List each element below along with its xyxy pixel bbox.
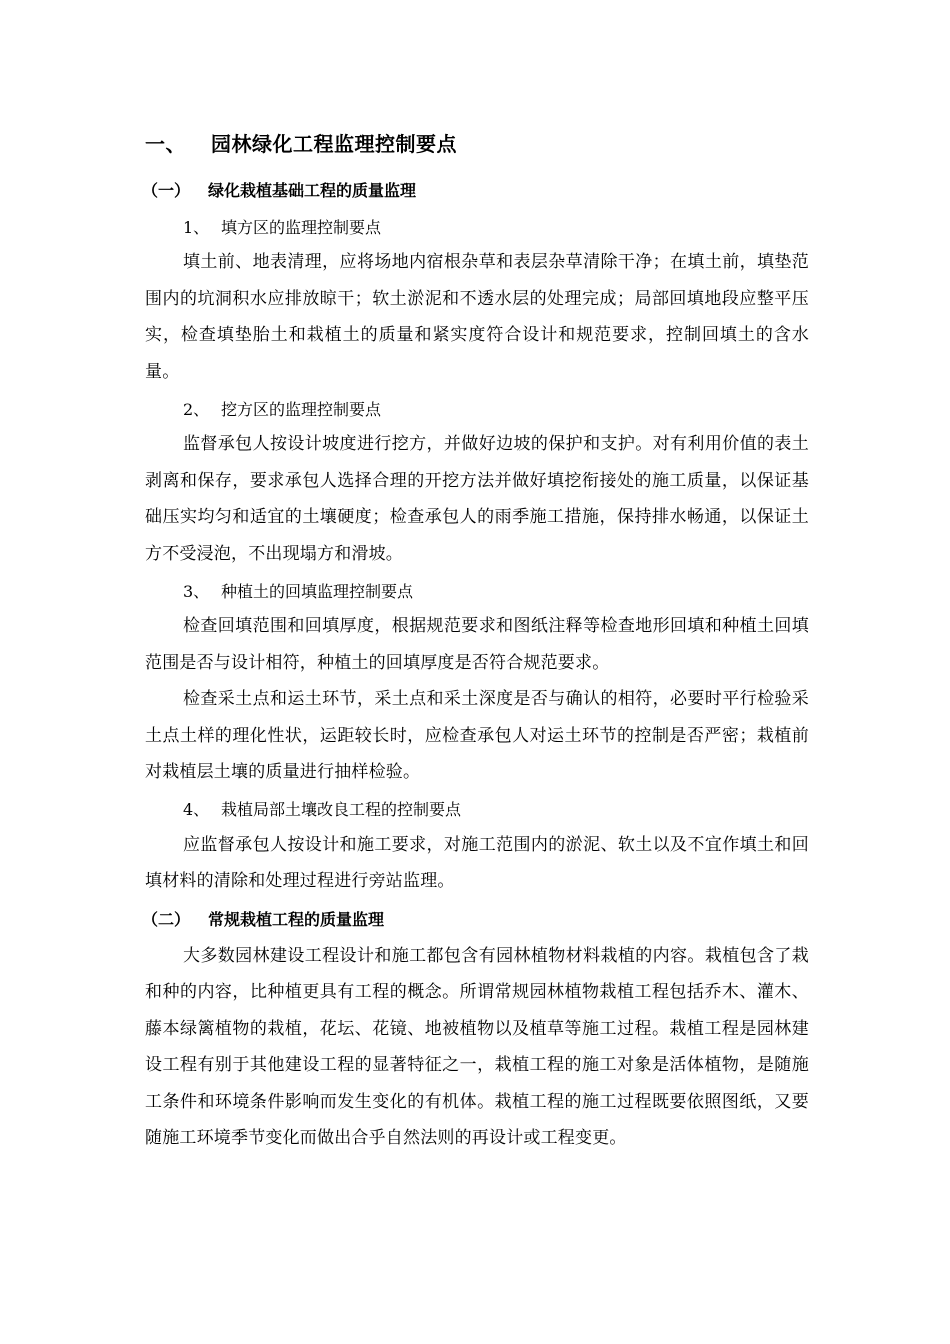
chapter-heading xyxy=(145,120,809,164)
section-number: （二） xyxy=(142,910,191,929)
paragraph: 检查回填范围和回填厚度，根据规范要求和图纸注释等检查地形回填和种植土回填范围是否与设计相符，种植土的回填厚度是否符合规范要求。 xyxy=(145,616,809,673)
subsection-heading-1 xyxy=(145,208,809,244)
section-title: 绿化栽植基础工程的质量监理 xyxy=(208,180,417,200)
paragraph: 大多数园林建设工程设计和施工都包含有园林植物材料栽植的内容。栽植包含了栽和种的内容，比种植更具有工程的概念。所谓常规园林植物栽植工程包括乔木、灌木、藤本绿篱植物的栽植，花坛、花镜、地被植物以及植草等施工过程。栽植工程是园林建设工程有别于其他建设工程的显著特征之一，栽植工程的施工对象是活体植物，是随施工条件和环境条件影响而发生变化的有机体。栽植工程的施工过程既要依照图纸，又要随施工环境季节变化而做出合乎自然法则的再设计或工程变更。 xyxy=(145,945,809,1148)
paragraph: 检查采土点和运土环节，采土点和采土深度是否与确认的相符，必要时平行检验采土点土样的理化性状，运距较长时，应检查承包人对运土环节的控制是否严密；栽植前对栽植层土壤的质量进行抽样检验。 xyxy=(145,689,809,782)
paragraph: 应监督承包人按设计和施工要求，对施工范围内的淤泥、软土以及不宜作填土和回填材料的清除和处理过程进行旁站监理。 xyxy=(145,834,809,891)
subsection-number: 4、 xyxy=(183,800,210,819)
paragraph: 填土前、地表清理，应将场地内宿根杂草和表层杂草清除干净；在填土前，填垫范围内的坑洞积水应排放晾干；软土淤泥和不透水层的处理完成；局部回填地段应整平压实，检查填垫胎土和栽植土的质量和紧实度符合设计和规范要求，控制回填土的含水量。 xyxy=(145,252,809,382)
chapter-number: 一、 xyxy=(145,131,186,156)
subsection-heading-2 xyxy=(145,390,809,426)
document-body xyxy=(142,120,809,1157)
chapter-title: 园林绿化工程监理控制要点 xyxy=(211,131,457,156)
subsection-number: 3、 xyxy=(183,581,210,601)
section-number: （一） xyxy=(142,180,191,200)
paragraph: 监督承包人按设计坡度进行挖方，并做好边坡的保护和支护。对有利用价值的表土剥离和保存，要求承包人选择合理的开挖方法并做好填挖衔接处的施工质量，以保证基础压实均匀和适宜的土壤硬度；检查承包人的雨季施工措施，保持排水畅通，以保证土方不受浸泡，不出现塌方和滑坡。 xyxy=(145,434,809,564)
subsection-title: 挖方区的监理控制要点 xyxy=(221,399,382,419)
subsection-heading-4 xyxy=(145,791,809,827)
subsection-number: 1、 xyxy=(183,217,210,237)
section-heading-1 xyxy=(142,170,809,208)
subsection-heading-3 xyxy=(145,572,809,608)
section-heading-2 xyxy=(142,900,809,938)
subsection-title: 填方区的监理控制要点 xyxy=(221,217,382,237)
subsection-title: 栽植局部土壤改良工程的控制要点 xyxy=(221,800,462,819)
subsection-title: 种植土的回填监理控制要点 xyxy=(221,581,414,601)
section-title: 常规栽植工程的质量监理 xyxy=(208,910,385,929)
subsection-number: 2、 xyxy=(183,399,210,419)
